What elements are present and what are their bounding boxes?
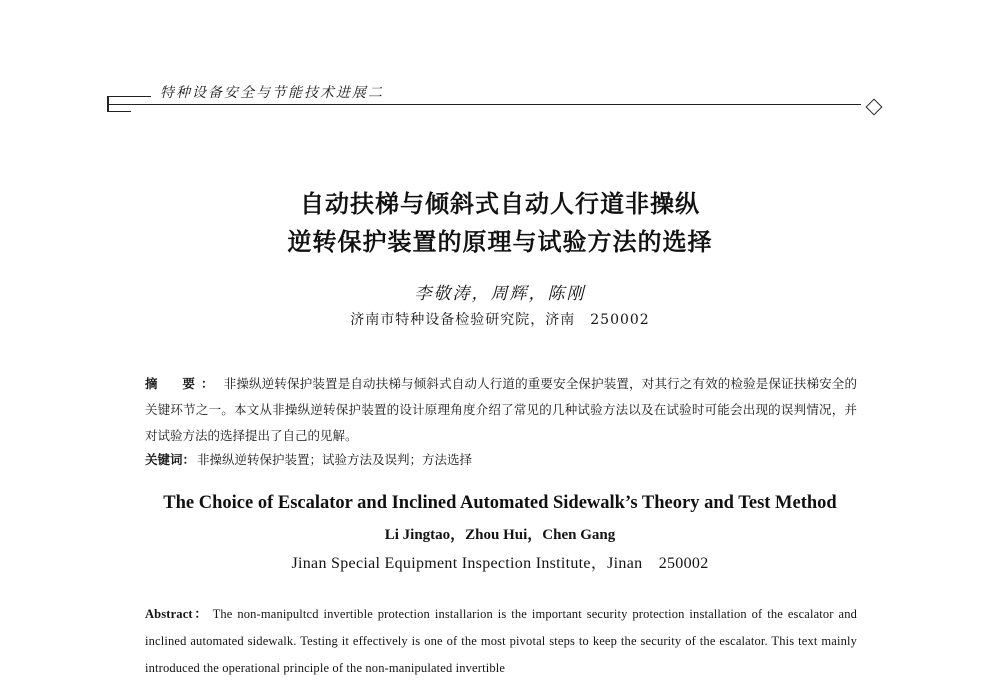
diamond-ornament-icon bbox=[866, 99, 883, 116]
header-rule-left-bar bbox=[107, 96, 151, 97]
keywords-cn-label: 关键词： bbox=[145, 452, 196, 467]
abstract-en-text: The non-manipultcd invertible protection installarion is the important security protection installation of the escalator and inclined automated sidewalk. Testing it effectively is one of the most pivotal steps to keep the security of the escalator. This text mainly introduced the operational principle of the non-manipulated invertible bbox=[145, 607, 857, 675]
affiliation-cn: 济南市特种设备检验研究院，济南 250002 bbox=[350, 312, 650, 328]
abstract-cn-text: 非操纵逆转保护装置是自动扶梯与倾斜式自动人行道的重要安全保护装置，对其行之有效的检验是保证扶梯安全的关键环节之一。本文从非操纵逆转保护装置的设计原理角度介绍了常见的几种试验方法以及在试验时可能会出现的误判情况，并对试验方法的选择提出了自己的见解。 bbox=[145, 376, 857, 443]
authors-cn: 李敬涛，周辉，陈刚 bbox=[414, 284, 586, 304]
paper-title-line-2: 逆转保护装置的原理与试验方法的选择 bbox=[287, 228, 713, 256]
paper-title-line-1: 自动扶梯与倾斜式自动人行道非操纵 bbox=[300, 190, 700, 218]
keywords-cn bbox=[145, 449, 857, 471]
abstract-en bbox=[145, 601, 857, 682]
running-header: 特种设备安全与节能技术进展二 bbox=[160, 85, 384, 101]
authors-en: Li Jingtao，Zhou Hui，Chen Gang bbox=[384, 527, 616, 543]
header-rule-left-bottom bbox=[107, 111, 131, 112]
affiliation-en: Jinan Special Equipment Inspection Institute，Jinan 250002 bbox=[291, 555, 709, 572]
abstract-en-label: Abstract： bbox=[145, 607, 209, 621]
header-rule bbox=[107, 104, 861, 105]
abstract-cn-label: 摘 要： bbox=[145, 376, 220, 391]
paper-title-en: The Choice of Escalator and Inclined Automated Sidewalk’s Theory and Test Method bbox=[163, 493, 837, 513]
abstract-cn bbox=[145, 371, 857, 449]
keywords-cn-text: 非操纵逆转保护装置；试验方法及误判；方法选择 bbox=[197, 452, 473, 467]
